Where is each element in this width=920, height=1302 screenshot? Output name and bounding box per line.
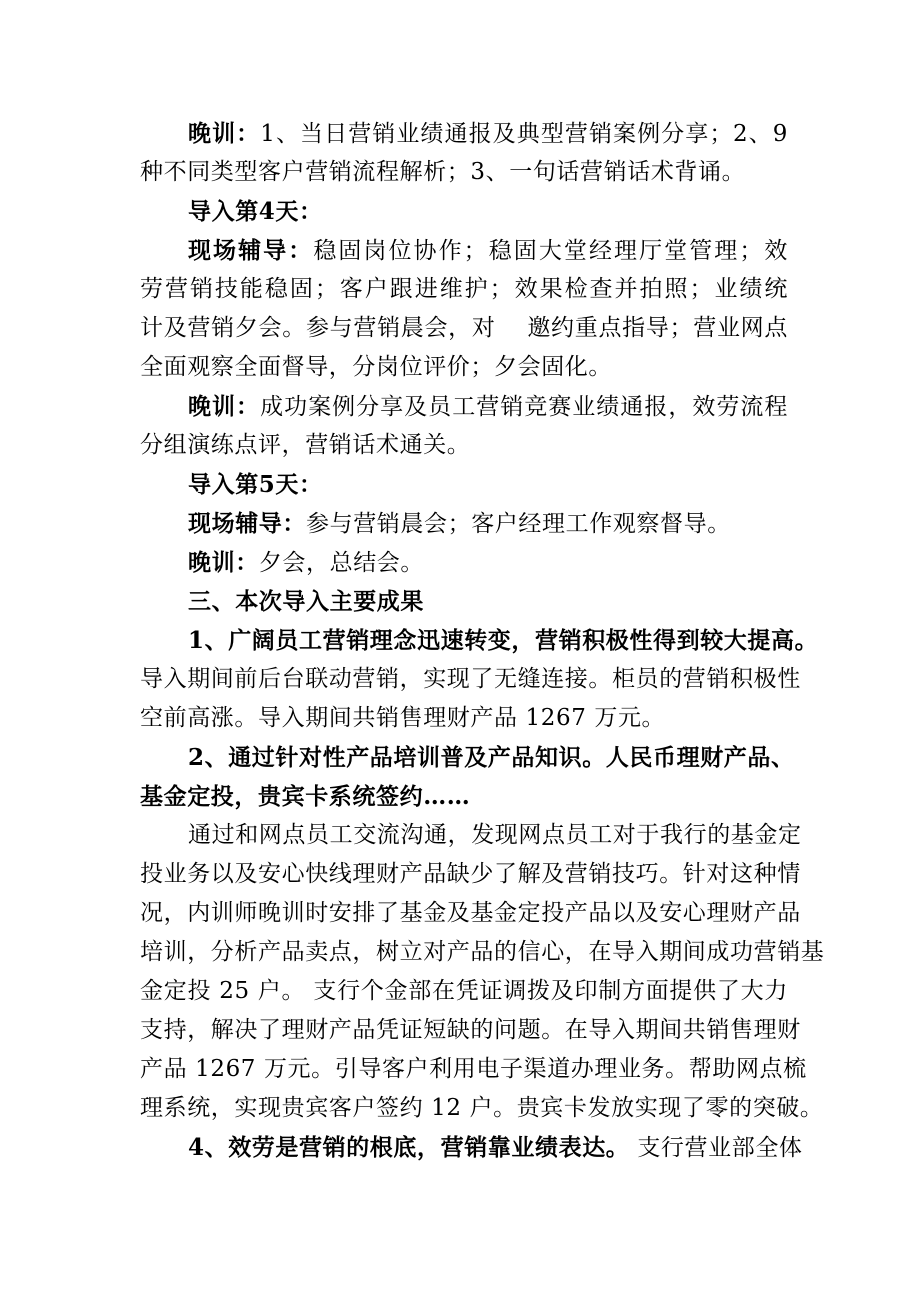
paragraph-line [140, 933, 825, 972]
subsection-heading [140, 1128, 803, 1167]
section-heading [140, 192, 788, 231]
paragraph-line [140, 387, 788, 426]
paragraph-line [140, 309, 788, 348]
paragraph-line [140, 1011, 801, 1050]
section-heading [140, 582, 788, 621]
subsection-heading [140, 621, 819, 660]
line-text: 计及营销夕会。参与营销晨会，对 邀约重点指导；营业网点 [140, 315, 788, 341]
line-text: 产品 1267 万元。引导客户利用电子渠道办理业务。帮助网点梳 [140, 1056, 807, 1082]
line-text: 空前高涨。导入期间共销售理财产品 1267 万元。 [140, 705, 666, 731]
bold-label: 三、本次导入主要成果 [188, 588, 424, 615]
line-text: 种不同类型客户营销流程解析；3、一句话营销话术背诵。 [140, 159, 746, 185]
document-body [140, 114, 825, 1167]
line-text: 稳固岗位协作；稳固大堂经理厅堂管理；效 [313, 238, 789, 264]
bold-label: 4、效劳是营销的根底，营销靠业绩表达。 [188, 1134, 630, 1161]
paragraph-line [140, 114, 788, 153]
line-text: 支行营业部全体 [629, 1135, 803, 1161]
bold-label: 现场辅导： [188, 237, 314, 264]
bold-label: 晚训： [188, 549, 259, 576]
paragraph-line [140, 153, 788, 192]
paragraph-line [140, 660, 801, 699]
paragraph-line [140, 1050, 807, 1089]
line-text: 劳营销技能稳固；客户跟进维护；效果检查并拍照；业绩统 [140, 276, 788, 302]
paragraph-line [140, 894, 801, 933]
bold-label: 导入第4天： [188, 198, 323, 225]
bold-label: 2、通过针对性产品培训普及产品知识。人民币理财产品、 [188, 744, 795, 771]
line-text: 投业务以及安心快线理财产品缺少了解及营销技巧。针对这种情 [140, 861, 801, 887]
paragraph-line [140, 270, 788, 309]
paragraph-line [140, 348, 788, 387]
paragraph-line [140, 972, 788, 1011]
line-text: 支持，解决了理财产品凭证短缺的问题。在导入期间共销售理财 [140, 1017, 801, 1043]
line-text: 夕会，总结会。 [258, 550, 425, 576]
paragraph-line [140, 816, 802, 855]
line-text: 导入期间前后台联动营销，实现了无缝连接。柜员的营销积极性 [140, 666, 801, 692]
line-text: 1、当日营销业绩通报及典型营销案例分享；2、9 [260, 121, 788, 147]
subsection-heading [140, 777, 788, 816]
bold-label: 1、广阔员工营销理念迅速转变，营销积极性得到较大提高。 [188, 627, 819, 654]
paragraph-line [140, 699, 788, 738]
line-text: 金定投 25 户。 支行个金部在凭证调拨及印制方面提供了大力 [140, 978, 788, 1004]
paragraph-line [140, 231, 788, 270]
line-text: 理系统，实现贵宾客户签约 12 户。贵宾卡发放实现了零的突破。 [140, 1095, 824, 1121]
paragraph-line [140, 1089, 824, 1128]
bold-label: 基金定投，贵宾卡系统签约…… [140, 783, 471, 810]
line-text: 参与营销晨会；客户经理工作观察督导。 [306, 511, 731, 537]
line-text: 成功案例分享及员工营销竞赛业绩通报，效劳流程 [260, 394, 788, 420]
bold-label: 现场辅导： [188, 510, 306, 537]
paragraph-line [140, 855, 801, 894]
line-text: 通过和网点员工交流沟通，发现网点员工对于我行的基金定 [188, 822, 802, 848]
paragraph-line [140, 543, 788, 582]
subsection-heading [140, 738, 795, 777]
bold-label: 晚训： [188, 120, 261, 147]
paragraph-line [140, 504, 788, 543]
bold-label: 晚训： [188, 393, 261, 420]
line-text: 况，内训师晚训时安排了基金及基金定投产品以及安心理财产品 [140, 900, 801, 926]
line-text: 分组演练点评，营销话术通关。 [140, 432, 471, 458]
bold-label: 导入第5天： [188, 471, 323, 498]
paragraph-line [140, 426, 788, 465]
section-heading [140, 465, 788, 504]
line-text: 全面观察全面督导，分岗位评价；夕会固化。 [140, 354, 612, 380]
line-text: 培训，分析产品卖点，树立对产品的信心，在导入期间成功营销基 [140, 939, 825, 965]
